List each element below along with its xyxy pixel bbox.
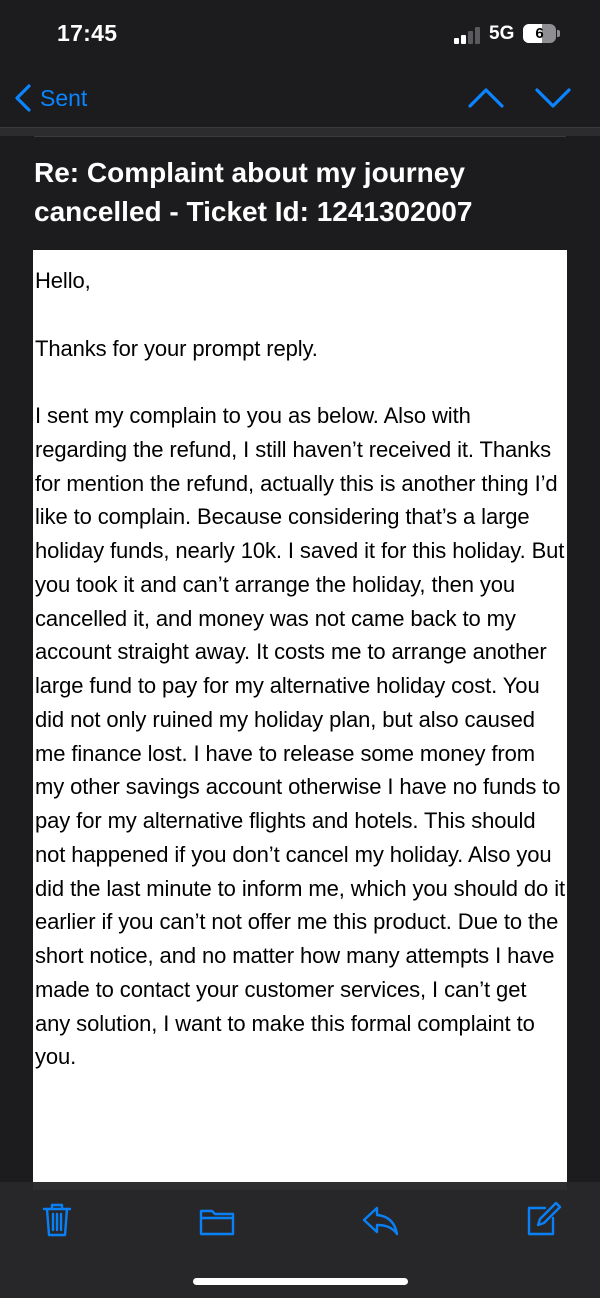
status-time: 17:45 [57, 20, 118, 46]
email-body-text [33, 250, 567, 1074]
header-rule [34, 136, 566, 137]
battery-level-text: 6 [535, 25, 544, 42]
home-indicator [193, 1278, 408, 1285]
email-subject: Re: Complaint about my journey cancelled - Ticket Id: 1241302007 [34, 157, 473, 227]
reply-button[interactable] [360, 1200, 400, 1240]
delete-button[interactable] [37, 1200, 77, 1240]
next-message-button[interactable] [533, 80, 573, 116]
body-paragraph-greeting: Hello, [35, 268, 91, 293]
battery-icon [523, 24, 556, 43]
reply-icon [360, 1200, 400, 1240]
network-type: 5G [489, 23, 515, 44]
chevron-down-icon [533, 80, 573, 116]
trash-icon [37, 1200, 77, 1240]
back-button[interactable] [14, 80, 87, 116]
chevron-up-icon [466, 80, 506, 116]
previous-message-button[interactable] [466, 80, 506, 116]
body-paragraph-complaint: I sent my complain to you as below. Also with regarding the refund, I still haven’t received it. Thanks for mention the refund, actually this is another thing I’d like to complain. Because considering that’s a large holiday funds, nearly 10k. I saved it for this holiday. But you took it and can’t arrange the holiday, then you cancelled it, and money was not came back to my account straight away. It costs me to arrange another large fund to pay for my alternative holiday cost. You did not only ruined my holiday plan, but also caused me finance lost. I have to release some money from my other savings account otherwise I have no funds to pay for my alternative flights and hotels. This should not happened if you don’t cancel my holiday. Also you did the last minute to inform me, which you should do it earlier if you can’t not offer me this product. Due to the short notice, and no matter how many attempts I have made to contact your customer services, I can’t get any solution, I want to make this formal complaint to you. [35, 403, 566, 1070]
status-bar [0, 0, 600, 68]
signal-strength-icon [454, 26, 484, 44]
back-label: Sent [40, 84, 88, 111]
chevron-left-icon [14, 84, 32, 112]
body-paragraph-thanks: Thanks for your prompt reply. [35, 335, 318, 361]
nav-bar [0, 70, 600, 128]
move-to-folder-button[interactable] [197, 1200, 237, 1240]
email-body[interactable] [33, 250, 567, 1190]
compose-icon [523, 1200, 563, 1240]
folder-icon [197, 1200, 237, 1240]
header-band [0, 128, 600, 136]
compose-button[interactable] [523, 1200, 563, 1240]
battery-tip [557, 30, 560, 37]
